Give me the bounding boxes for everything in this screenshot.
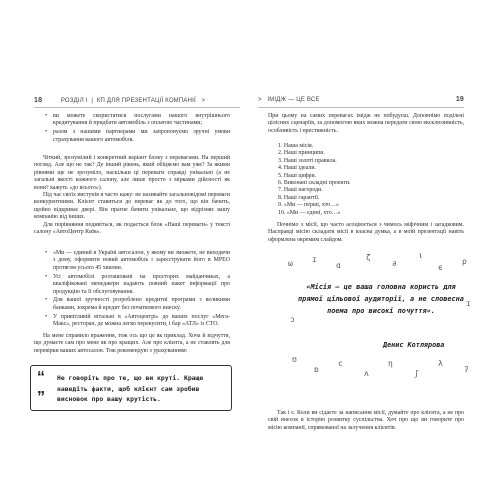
right-closing-text [268, 410, 464, 432]
list-item: 3. Наші золоті правила. [278, 157, 337, 164]
list-item: 5. Наші цифри. [278, 172, 317, 179]
doodle-letter-icon: ϲ [338, 359, 343, 368]
open-quote-icon: “ [37, 369, 45, 386]
list-item: 2. Наші принципи. [278, 150, 325, 157]
list-item: • У привітливій вітальні в «Автоцентрі» до ваших послуг «Мега-Макс», ресторан, де можна легко перекусити, і бар «АТЛ» із СТО. [44, 314, 230, 329]
left-top-bullets [44, 113, 230, 146]
doodle-letter-icon: ζ [366, 253, 371, 262]
doodle-letter-icon: ∂ [392, 259, 397, 268]
list-item: 1. Наша місія. [278, 143, 314, 149]
close-quote-icon: ” [37, 389, 45, 406]
doodle-letter-icon: ʃ [414, 369, 419, 378]
list-item: 7. Наші нагороди. [278, 187, 323, 194]
paragraph: Під час своїх виступів я часто кажу: не називайте загальновідомі переваги конкурентними. Клієнт ставиться до переваг як до того, що він бачить, щойно відкриває двері. Він прагне бачити унікальне, що відрізняє вашу компанію від інших. [34, 192, 230, 221]
doodle-letter-icon: ι [418, 251, 423, 260]
list-item: • разом з нашими партнерами ми запропонуємо зручні умови страхування вашого автомобіля. [44, 129, 230, 144]
list-item: 10. «Ми — єдині, хто…» [278, 209, 341, 216]
doodle-letter-icon: λ [438, 359, 443, 368]
right-page [250, 0, 500, 500]
doodle-letter-icon: ρ [462, 257, 467, 266]
left-header-arrow-icon: > [201, 98, 206, 104]
list-item: 9. «Ми — перші, хто…» [278, 202, 339, 209]
paragraph: Для порівняння подивіться, як подається блок «Наші переваги» у тексті салону «АвтоЦентр Київ». [34, 221, 230, 236]
mission-author: Денис Котлярова [383, 341, 445, 349]
doodle-letter-icon: ɪ [312, 255, 317, 264]
paragraph: Почнімо з місії, що часто асоціюється з чимось міфічним і загадковим. Насправді місію складати місії в власна думка, а в моїй презентації навіть оформлена окремим слайдом. [268, 222, 464, 243]
right-header-title: ІМІДЖ — ЦЕ ВСЕ [267, 97, 320, 103]
mission-callout [288, 251, 478, 385]
list-item: 8. Наші гарантії. [278, 194, 320, 201]
left-body-text [34, 155, 230, 236]
list-item: • Для вашої зручності розроблено кредитні програми з великими банками, зокрема й кредит без початкового внеску. [44, 297, 230, 312]
list-item: 6. Виконані складні проекти. [278, 180, 351, 187]
tip-quote-text: Не говоріть про те, що ви круті. Краще наведіть факти, щоб клієнт сам зробив висновок про вашу крутість. [57, 374, 204, 403]
list-item: 4. Наші ідеали. [278, 165, 316, 172]
doodle-letter-icon: ʊ [292, 355, 297, 364]
doodle-letter-icon: ʌ [364, 369, 369, 378]
left-header-rule [34, 107, 240, 108]
doodle-letter-icon: ʔ [464, 365, 469, 374]
paragraph: При цьому на самих перевагах імідж не побудуєш. Доповнімо подільчі цілісних сценаріїв, за допомогою яких можна передати свою ексклюзивність, особливість і престижність. [268, 113, 464, 134]
list-item: • Усі автомобілі розташовані на просторих майданчиках, а кваліфіковані менеджери надають повний пакет інформації про продукцію та її обслуговування. [44, 274, 230, 296]
paragraph: Чіткий, зрозумілий і конкретний варіант блоку з перевагами. На перший погляд. Але що не так? Де інший рівень, який обіцяємо вам уже? За якими рівнями ще не зрозуміло, наскільки ці переваги справді унікальні (а не загальні якості кожного салону, але лише просто з мірками дійсності як вони? кажуть «до всього»). [34, 155, 230, 191]
paragraph: На мене справило враження, тож ось що це як приклад. Хоча й відчуття, що думаєте сам про мене як про кращих. Але про клієнта, а не ставлять для перевірки ваших автосалон. Тож рекомендую з урахуванням: [34, 333, 230, 354]
doodle-letter-icon: ɪ [466, 299, 471, 308]
doodle-letter-icon: ɔ [290, 315, 295, 324]
doodle-letter-icon: ɑ [336, 261, 341, 270]
paragraph: Так і є. Коли ви сідаєте за написання місії, думайте про клієнта, а не про свій внесок в історію розвитку суспільства. Хоч про що ви говорите про місію компанії, спрямованої на залучення клієнтів. [268, 410, 464, 431]
doodle-letter-icon: ɒ [314, 365, 319, 374]
tip-quote-box [30, 365, 232, 411]
mission-quote: «Місія — це ваша головна користь для прямої цільової аудиторії, а не словесна поема про високі почуття». [298, 283, 464, 315]
doodle-letter-icon: ϵ [438, 263, 443, 272]
left-header-title: КП ДЛЯ ПРЕЗЕНТАЦІЇ КОМПАНІЇ [96, 98, 196, 104]
left-page-number: 18 [34, 97, 43, 104]
doodle-letter-icon: η [388, 359, 393, 368]
list-item: • ви можете скористатися послугами нашого внутрішнього кредитування й придбати автомобіль з оплатою частинами; [44, 113, 230, 128]
left-section-label: РОЗДІЛ І [60, 98, 88, 104]
right-header-arrow-icon: > [258, 97, 262, 103]
right-numbered-list [278, 143, 428, 217]
left-mid-bullets [44, 250, 230, 330]
right-intro [268, 113, 464, 135]
doodle-letter-icon: ω [288, 259, 293, 268]
left-body-text-2 [34, 333, 230, 355]
right-header-rule [258, 107, 464, 108]
left-running-header: 18 РОЗДІЛ І | КП ДЛЯ ПРЕЗЕНТАЦІЇ КОМПАНІЇ > [34, 97, 206, 104]
list-item: • «Ми — єдиний в Україні автосалон, у якому ви зможете, не виходячи з дому, оформити новий автомобіль і зареєструвати його в МРЕО протягом усього 45 хвилин. [44, 250, 230, 272]
right-running-header [258, 97, 464, 103]
right-body-text [268, 222, 464, 244]
right-page-number: 19 [455, 96, 464, 103]
